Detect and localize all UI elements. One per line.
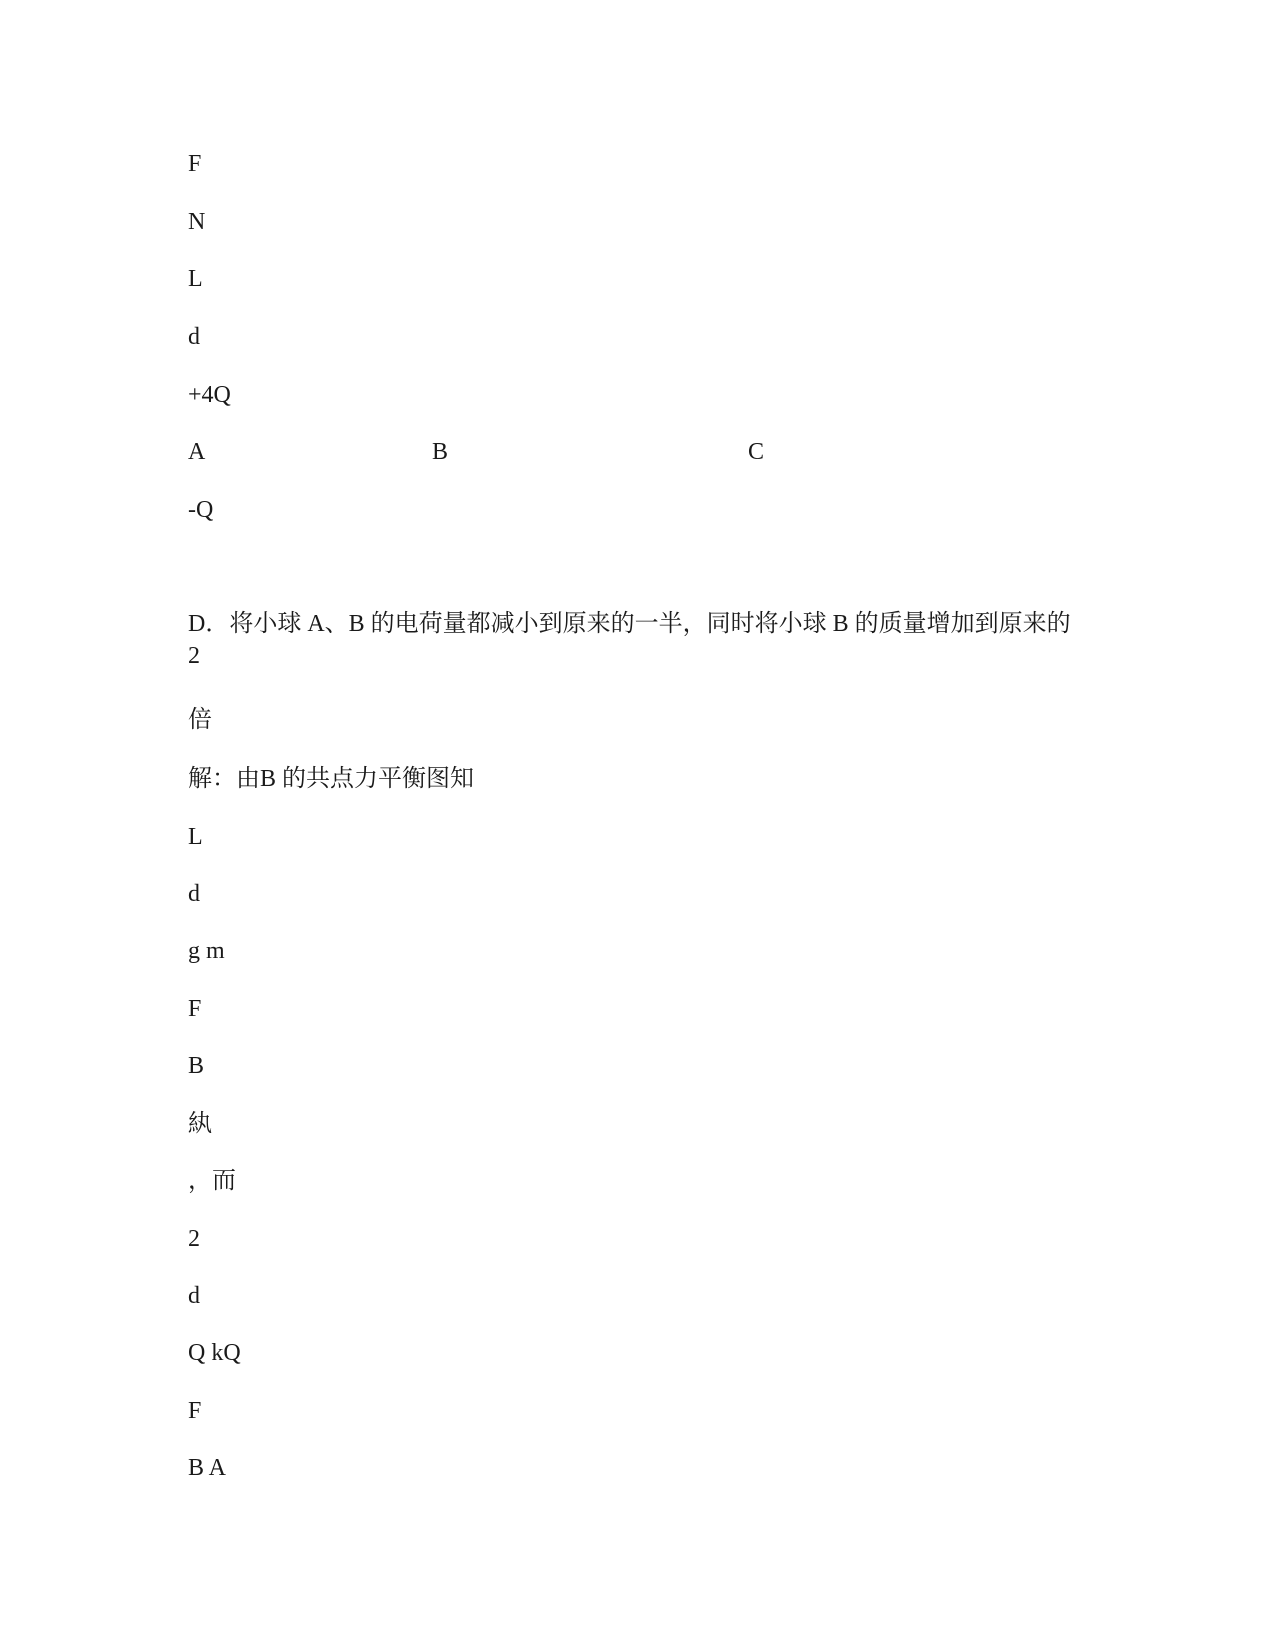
charge-b-label: -Q: [188, 497, 214, 523]
option-d-continuation: 倍: [188, 707, 212, 733]
option-d-text: D．将小球 A、B 的电荷量都减小到原来的一半，同时将小球 B 的质量增加到原来的 2: [188, 611, 1071, 669]
solution-line: B A: [188, 1455, 227, 1481]
point-a-label: A: [188, 439, 206, 465]
solution-line: ，而: [188, 1168, 236, 1194]
solution-line: d: [188, 881, 200, 907]
charge-a-label: +4Q: [188, 382, 231, 408]
length-label: L: [188, 266, 203, 292]
force-label: F: [188, 151, 202, 177]
solution-line: 紈: [188, 1111, 212, 1137]
solution-line: 2: [188, 1226, 200, 1252]
solution-line: F: [188, 1398, 202, 1424]
solution-line: F: [188, 996, 202, 1022]
solution-intro: 解：由B 的共点力平衡图知: [188, 766, 475, 792]
solution-line: B: [188, 1053, 205, 1079]
normal-force-label: N: [188, 209, 206, 235]
solution-line: g m: [188, 938, 225, 964]
distance-label: d: [188, 324, 200, 350]
point-c-label: C: [748, 439, 765, 465]
solution-line: L: [188, 824, 203, 850]
solution-line: Q kQ: [188, 1340, 241, 1366]
solution-line: d: [188, 1283, 200, 1309]
point-b-label: B: [432, 439, 449, 465]
